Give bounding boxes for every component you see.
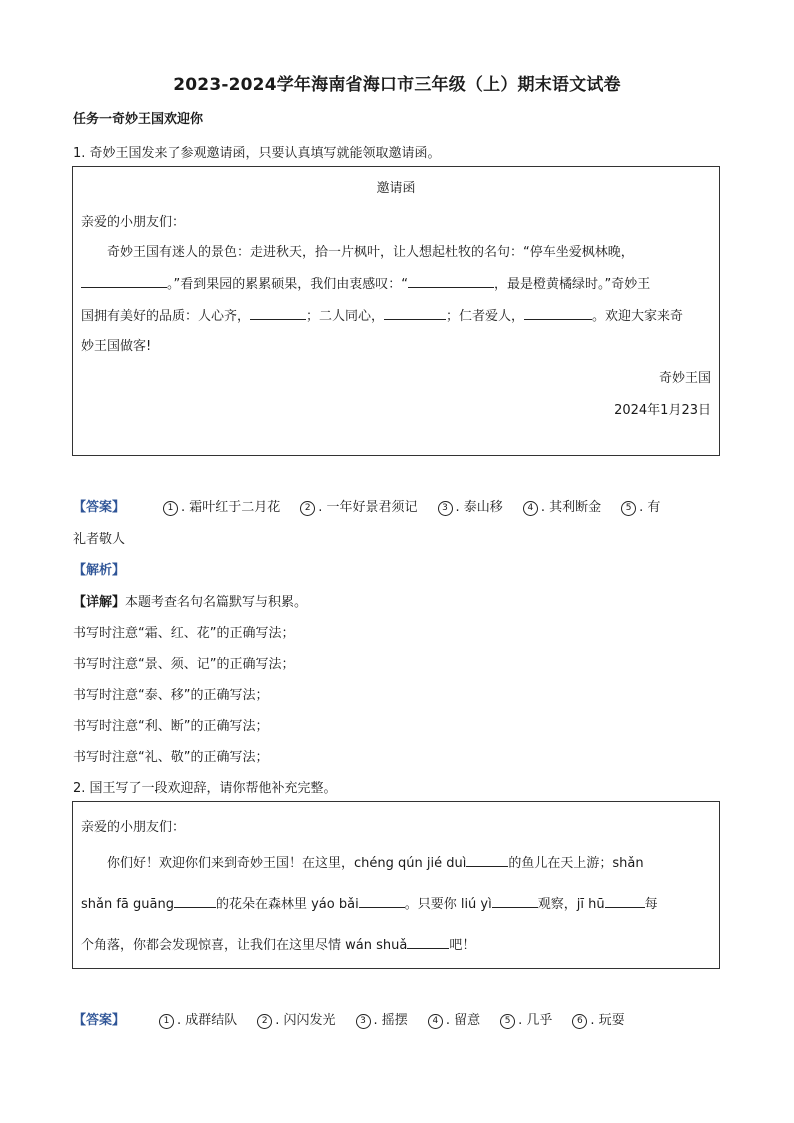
fill-blank-4[interactable] bbox=[384, 307, 446, 320]
invitation-paragraph-line-1: 奇妙王国有迷人的景色：走进秋天，拾一片枫叶，让人想起杜牧的名句：“停车坐爱枫林晚， bbox=[107, 245, 634, 260]
speech-line-1: 你们好！欢迎你们来到奇妙王国！在这里，chéng qún jié duì 的鱼儿在天上游；shǎn bbox=[107, 856, 644, 871]
invitation-title: 邀请函 bbox=[376, 181, 416, 196]
analysis-note: 书写时注意“泰、移”的正确写法； bbox=[73, 688, 269, 703]
invitation-paragraph-line-3: 国拥有美好的品质：人心齐， ；二人同心， ；仁者爱人， 。欢迎大家来奇 bbox=[81, 309, 684, 324]
speech-greeting: 亲爱的小朋友们： bbox=[81, 820, 186, 835]
answer-item: 4 . 其利断金 bbox=[523, 496, 601, 516]
speech-line-2: shǎn fā guāng 的花朵在森林里 yáo bǎi 。只要你 liú yì 观察，jī hū 每 bbox=[81, 897, 658, 912]
fill-blank-2[interactable] bbox=[174, 895, 216, 908]
fill-blank-3[interactable] bbox=[250, 307, 306, 320]
answer-item: 6 . 玩耍 bbox=[572, 1009, 624, 1029]
page-title: 2023-2024学年海南省海口市三年级（上）期末语文试卷 bbox=[173, 75, 621, 95]
answer-1 bbox=[73, 496, 660, 516]
answer-2 bbox=[73, 1009, 625, 1029]
invitation-signature: 奇妙王国 bbox=[658, 371, 711, 386]
answer-item: 5 . 几乎 bbox=[500, 1009, 552, 1029]
question-2-prompt: 2. 国王写了一段欢迎辞，请你帮他补充完整。 bbox=[73, 781, 337, 796]
analysis-note: 书写时注意“礼、敬”的正确写法； bbox=[73, 750, 269, 765]
analysis-label: 【解析】 bbox=[73, 563, 126, 578]
answer-label: 【答案】 bbox=[73, 500, 126, 515]
fill-blank-4[interactable] bbox=[492, 895, 538, 908]
invitation-greeting: 亲爱的小朋友们： bbox=[81, 215, 186, 230]
fill-blank-3[interactable] bbox=[359, 895, 405, 908]
fill-blank-1[interactable] bbox=[81, 275, 167, 288]
answer-item: 3 . 摇摆 bbox=[356, 1009, 408, 1029]
analysis-note: 书写时注意“霜、红、花”的正确写法； bbox=[73, 626, 295, 641]
fill-blank-6[interactable] bbox=[407, 936, 449, 949]
fill-blank-5[interactable] bbox=[605, 895, 645, 908]
answer-item: 5 . 有 bbox=[621, 496, 660, 516]
analysis-note: 书写时注意“景、须、记”的正确写法； bbox=[73, 657, 295, 672]
answer-item: 1 . 霜叶红于二月花 bbox=[163, 496, 280, 516]
task-heading: 任务一奇妙王国欢迎你 bbox=[73, 112, 204, 127]
answer-item: 1 . 成群结队 bbox=[159, 1009, 237, 1029]
answer-item: 3 . 泰山移 bbox=[438, 496, 503, 516]
invitation-box bbox=[72, 166, 720, 456]
speech-line-3: 个角落，你都会发现惊喜，让我们在这里尽情 wán shuǎ 吧！ bbox=[81, 938, 476, 953]
answer-item: 2 . 一年好景君须记 bbox=[300, 496, 417, 516]
answer-label: 【答案】 bbox=[73, 1013, 126, 1028]
analysis-detail: 【详解】本题考查名句名篇默写与积累。 bbox=[73, 595, 308, 610]
answer-item: 4 . 留意 bbox=[428, 1009, 480, 1029]
fill-blank-2[interactable] bbox=[408, 275, 494, 288]
invitation-paragraph-line-4: 妙王国做客! bbox=[81, 339, 152, 354]
invitation-paragraph-line-2: 。”看到果园的累累硕果，我们由衷感叹：“ ，最是橙黄橘绿时。”奇妙王 bbox=[81, 273, 650, 292]
fill-blank-1[interactable] bbox=[466, 854, 508, 867]
welcome-speech-box bbox=[72, 801, 720, 969]
answer-1-continuation: 礼者敬人 bbox=[73, 532, 126, 547]
invitation-date: 2024年1月23日 bbox=[614, 403, 711, 418]
analysis-note: 书写时注意“利、断”的正确写法； bbox=[73, 719, 269, 734]
question-1-prompt: 1. 奇妙王国发来了参观邀请函，只要认真填写就能领取邀请函。 bbox=[73, 146, 441, 161]
answer-item: 2 . 闪闪发光 bbox=[257, 1009, 335, 1029]
fill-blank-5[interactable] bbox=[524, 307, 592, 320]
